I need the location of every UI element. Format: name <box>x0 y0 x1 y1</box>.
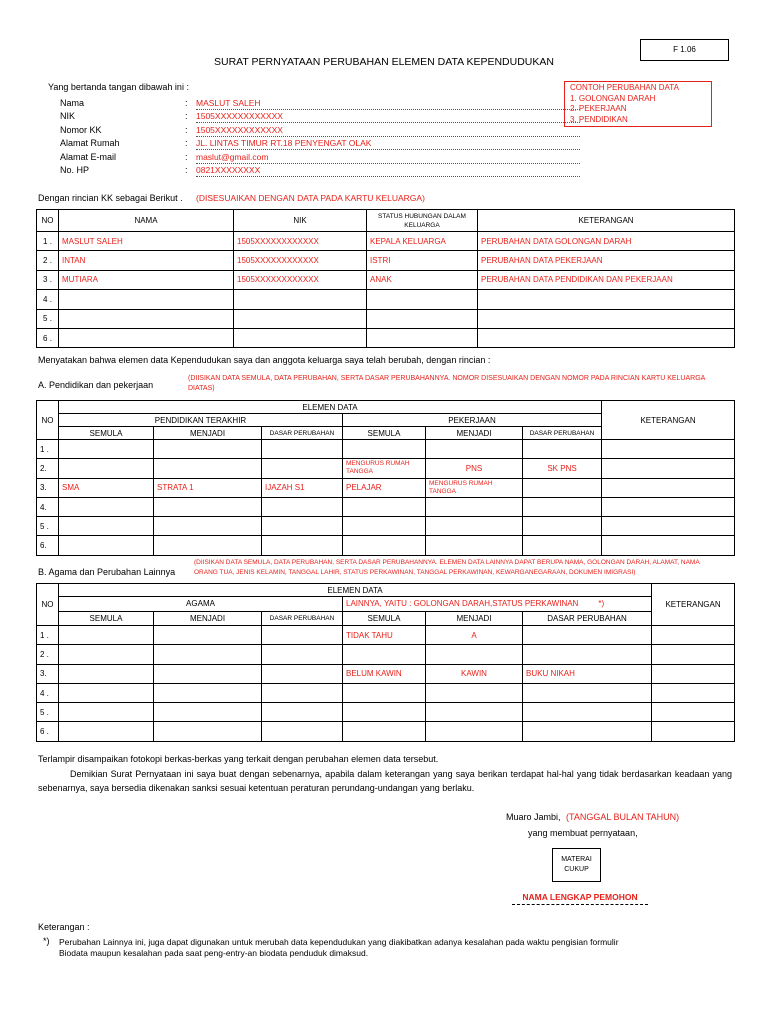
cell-ket[interactable] <box>652 664 735 683</box>
b-header-lainnya-text: LAINNYA, YAITU : GOLONGAN DARAH,STATUS PERKAWINAN <box>346 599 579 609</box>
cell[interactable] <box>262 459 343 478</box>
cell-ket[interactable] <box>652 703 735 722</box>
section-b-note: (DIISIKAN DATA SEMULA, DATA PERUBAHAN, SERTA DASAR PERUBAHANNYA. ELEMEN DATA LAINNYA DAPAT BERUPA NAMA, GOLONGAN DARAH, ALAMAT, NAMA ORANG TUA, JENIS KELAMIN, TANGGAL LAHIR, STATUS PERKAWINAN, TANGGAL PERKAWINAN, KEWARGANEGARAAN, DOKUMEN IMIGRASI) <box>194 559 700 576</box>
cell[interactable] <box>154 683 262 702</box>
cell[interactable] <box>154 626 262 645</box>
cell[interactable]: KAWIN <box>426 664 523 683</box>
b-header-star: *) <box>598 599 605 609</box>
cell[interactable] <box>154 497 262 516</box>
cell[interactable] <box>523 536 602 555</box>
cell-status[interactable] <box>367 328 478 347</box>
table-row <box>37 309 735 328</box>
row-no: 2 . <box>37 645 59 664</box>
kk-label: Dengan rincian KK sebagai Berikut . <box>38 193 183 203</box>
b-header-no: NO <box>37 584 59 626</box>
cell[interactable] <box>154 722 262 741</box>
cell-ket[interactable] <box>602 517 735 536</box>
cell[interactable] <box>59 517 154 536</box>
kk-note: (DISESUAIKAN DENGAN DATA PADA KARTU KELUARGA) <box>196 193 425 203</box>
a-header-semula: SEMULA <box>59 427 154 440</box>
row-no: 5 . <box>37 703 59 722</box>
cell-ket[interactable] <box>478 309 735 328</box>
b-header-lainnya <box>343 597 652 611</box>
table-row <box>37 703 735 722</box>
materai-box: MATERAI CUKUP <box>552 848 601 882</box>
example-item: 3. PENDIDIKAN <box>570 114 628 124</box>
cell-nik[interactable] <box>234 309 367 328</box>
b-header-menjadi: MENJADI <box>426 611 523 625</box>
a-header-dasar: DASAR PERUBAHAN <box>262 427 343 440</box>
cell[interactable]: PELAJAR <box>343 478 426 497</box>
identity-label: Alamat Rumah <box>60 138 120 148</box>
cell[interactable]: SK PNS <box>523 459 602 478</box>
section-b-table <box>36 583 735 742</box>
cell[interactable] <box>523 517 602 536</box>
cell[interactable] <box>262 497 343 516</box>
cell-ket[interactable] <box>652 722 735 741</box>
footnote-text-1: Perubahan Lainnya ini, juga dapat digunakan untuk merubah data kependudukan yang diakibatkan adanya kesalahan pada waktu pengisian formulir <box>59 937 619 947</box>
row-no: 3 . <box>37 270 59 289</box>
form-code-box: F 1.06 <box>640 39 729 61</box>
table-row <box>37 328 735 347</box>
cell[interactable] <box>262 626 343 645</box>
cell[interactable] <box>59 683 154 702</box>
row-no: 4. <box>37 497 59 516</box>
table-row <box>37 683 735 702</box>
a-header-pekerjaan: PEKERJAAN <box>343 414 602 427</box>
footnote-mark: *) <box>43 936 50 946</box>
cell[interactable] <box>426 683 523 702</box>
cell[interactable]: BELUM KAWIN <box>343 664 426 683</box>
a-header-pendidikan: PENDIDIKAN TERAKHIR <box>59 414 343 427</box>
b-header-dasar: DASAR PERUBAHAN <box>262 611 343 625</box>
table-row <box>37 626 735 645</box>
kk-header-ket: KETERANGAN <box>478 210 735 232</box>
table-row <box>37 459 735 478</box>
cell-ket[interactable] <box>602 478 735 497</box>
cell[interactable] <box>523 626 652 645</box>
intro-text: Yang bertanda tangan dibawah ini : <box>48 82 189 92</box>
cell[interactable] <box>154 459 262 478</box>
date-placeholder[interactable]: (TANGGAL BULAN TAHUN) <box>566 812 680 822</box>
cell[interactable] <box>154 664 262 683</box>
cell[interactable] <box>59 645 154 664</box>
kk-header-name: NAMA <box>59 210 234 232</box>
cell[interactable] <box>59 440 154 459</box>
cell[interactable] <box>59 722 154 741</box>
a-header-menjadi: MENJADI <box>154 427 262 440</box>
cell[interactable] <box>262 722 343 741</box>
cell[interactable] <box>426 440 523 459</box>
example-item: 2. PEKERJAAN <box>570 104 627 113</box>
b-header-elemen: ELEMEN DATA <box>59 584 652 597</box>
cell[interactable] <box>343 536 426 555</box>
kk-table <box>36 209 735 348</box>
section-a-note: (DIISIKAN DATA SEMULA, DATA PERUBAHAN, SERTA DASAR PERUBAHANNYA. NOMOR DISESUAIKAN DENGAN NOMOR PADA RINCIAN KARTU KELUARGA DIATAS) <box>188 375 705 392</box>
cell[interactable] <box>343 440 426 459</box>
example-change-box <box>564 81 712 127</box>
cell[interactable] <box>523 497 602 516</box>
cell-ket[interactable] <box>652 645 735 664</box>
a-header-ket: KETERANGAN <box>602 401 735 440</box>
cell[interactable] <box>262 645 343 664</box>
cell-ket[interactable]: PERUBAHAN DATA PENDIDIKAN DAN PEKERJAAN <box>478 270 735 289</box>
cell[interactable] <box>426 536 523 555</box>
cell[interactable] <box>154 703 262 722</box>
row-no: 3. <box>37 664 59 683</box>
cell-ket[interactable] <box>602 440 735 459</box>
signer-text: yang membuat pernyataan, <box>528 828 638 838</box>
cell[interactable]: A <box>426 626 523 645</box>
identity-value[interactable]: MASLUT SALEH <box>196 98 580 110</box>
closing-text: Demikian Surat Pernyataan ini saya buat dengan sebenarnya, apabila dalam keterangan yang saya berikan terdapat hal-hal yang tidak berdasarkan keadaan yang sebenarnya, saya bersedia dikenakan sanksi sesuai ketentuan peraturan perundang-undangan yang berlaku. <box>38 769 732 793</box>
row-no: 4 . <box>37 290 59 309</box>
cell-ket[interactable] <box>602 459 735 478</box>
cell[interactable] <box>154 536 262 555</box>
cell[interactable] <box>59 459 154 478</box>
cell[interactable] <box>262 683 343 702</box>
a-header-semula: SEMULA <box>343 427 426 440</box>
cell[interactable]: BUKU NIKAH <box>523 664 652 683</box>
applicant-name-placeholder[interactable]: NAMA LENGKAP PEMOHON <box>512 892 648 905</box>
b-header-agama: AGAMA <box>59 597 343 611</box>
cell[interactable] <box>59 626 154 645</box>
row-no: 6 . <box>37 328 59 347</box>
cell[interactable] <box>343 497 426 516</box>
cell[interactable]: TIDAK TAHU <box>343 626 426 645</box>
row-no: 1 . <box>37 232 59 251</box>
cell[interactable]: MENGURUS RUMAH TANGGA <box>426 478 523 497</box>
cell-nik[interactable] <box>234 328 367 347</box>
example-item: 1. GOLONGAN DARAH <box>570 93 656 103</box>
table-row <box>37 290 735 309</box>
section-a-label: A. Pendidikan dan pekerjaan <box>38 380 154 390</box>
cell[interactable] <box>343 517 426 536</box>
identity-value[interactable]: 1505XXXXXXXXXXXX <box>196 125 580 137</box>
row-no: 3. <box>37 478 59 497</box>
cell[interactable] <box>523 440 602 459</box>
cell-ket[interactable] <box>602 536 735 555</box>
cell-status[interactable] <box>367 290 478 309</box>
a-header-elemen: ELEMEN DATA <box>59 401 602 414</box>
cell-ket[interactable]: PERUBAHAN DATA PEKERJAAN <box>478 251 735 270</box>
cell[interactable] <box>523 683 652 702</box>
cell[interactable] <box>523 722 652 741</box>
cell[interactable] <box>59 497 154 516</box>
cell-nama[interactable]: MASLUT SALEH <box>59 232 234 251</box>
cell[interactable] <box>59 664 154 683</box>
cell-status[interactable] <box>367 309 478 328</box>
cell[interactable] <box>154 645 262 664</box>
cell[interactable] <box>343 722 426 741</box>
identity-value[interactable]: 0821XXXXXXXX <box>196 165 580 177</box>
table-row <box>37 440 735 459</box>
b-header-ket: KETERANGAN <box>652 584 735 626</box>
row-no: 2 . <box>37 251 59 270</box>
a-header-no: NO <box>37 401 59 440</box>
section-b-label: B. Agama dan Perubahan Lainnya <box>38 567 176 577</box>
cell-nama[interactable]: MUTIARA <box>59 270 234 289</box>
cell-status[interactable]: ISTRI <box>367 251 478 270</box>
b-header-semula: SEMULA <box>343 611 426 625</box>
cell[interactable] <box>59 536 154 555</box>
b-header-menjadi: MENJADI <box>154 611 262 625</box>
cell[interactable] <box>426 645 523 664</box>
cell[interactable] <box>523 703 652 722</box>
row-no: 6. <box>37 536 59 555</box>
cell-nik[interactable]: 1505XXXXXXXXXXXX <box>234 270 367 289</box>
table-row <box>37 664 735 683</box>
statement-text: Menyatakan bahwa elemen data Kependudukan saya dan anggota keluarga saya telah berubah, dengan rincian : <box>38 355 491 365</box>
cell[interactable] <box>343 683 426 702</box>
table-row <box>37 270 735 289</box>
row-no: 4 . <box>37 683 59 702</box>
cell-nik[interactable]: 1505XXXXXXXXXXXX <box>234 232 367 251</box>
cell[interactable]: IJAZAH S1 <box>262 478 343 497</box>
row-no: 1 . <box>37 440 59 459</box>
a-header-dasar: DASAR PERUBAHAN <box>523 427 602 440</box>
footnote-label: Keterangan : <box>38 922 90 932</box>
cell[interactable] <box>262 703 343 722</box>
cell[interactable] <box>426 517 523 536</box>
cell-ket[interactable] <box>652 626 735 645</box>
identity-label: NIK <box>60 111 76 121</box>
cell[interactable] <box>523 478 602 497</box>
table-row <box>37 478 735 497</box>
cell[interactable] <box>154 517 262 536</box>
identity-label: No. HP <box>60 165 90 175</box>
place-text: Muaro Jambi, <box>506 812 561 822</box>
row-no: 2. <box>37 459 59 478</box>
table-row <box>37 722 735 741</box>
table-row <box>37 645 735 664</box>
row-no: 5 . <box>37 309 59 328</box>
cell[interactable]: SMA <box>59 478 154 497</box>
table-row <box>37 517 735 536</box>
identity-value[interactable]: maslut@gmail.com <box>196 152 580 164</box>
b-header-semula: SEMULA <box>59 611 154 625</box>
cell-nama[interactable] <box>59 309 234 328</box>
kk-header-no: NO <box>37 210 59 232</box>
table-row <box>37 251 735 270</box>
example-heading: CONTOH PERUBAHAN DATA <box>570 83 679 92</box>
cell-ket[interactable] <box>478 290 735 309</box>
cell[interactable] <box>426 497 523 516</box>
cell[interactable]: MENGURUS RUMAH TANGGA <box>343 459 426 478</box>
cell[interactable] <box>59 703 154 722</box>
cell[interactable] <box>426 703 523 722</box>
document-title: SURAT PERNYATAAN PERUBAHAN ELEMEN DATA KEPENDUDUKAN <box>214 56 554 68</box>
cell-nama[interactable] <box>59 290 234 309</box>
kk-header-nik: NIK <box>234 210 367 232</box>
row-no: 6 . <box>37 722 59 741</box>
identity-value[interactable]: 1505XXXXXXXXXXXX <box>196 111 580 123</box>
cell-nik[interactable]: 1505XXXXXXXXXXXX <box>234 251 367 270</box>
cell[interactable] <box>262 440 343 459</box>
cell-status[interactable]: KEPALA KELUARGA <box>367 232 478 251</box>
cell[interactable] <box>262 536 343 555</box>
table-row <box>37 497 735 516</box>
cell-nama[interactable]: INTAN <box>59 251 234 270</box>
kk-header-status: STATUS HUBUNGAN DALAM KELUARGA <box>367 210 478 232</box>
cell[interactable] <box>262 517 343 536</box>
cell[interactable] <box>154 440 262 459</box>
b-header-dasar: DASAR PERUBAHAN <box>523 611 652 625</box>
cell[interactable] <box>343 703 426 722</box>
cell-ket[interactable] <box>602 497 735 516</box>
a-header-menjadi: MENJADI <box>426 427 523 440</box>
cell-nik[interactable] <box>234 290 367 309</box>
row-no: 5 . <box>37 517 59 536</box>
cell[interactable]: STRATA 1 <box>154 478 262 497</box>
cell[interactable] <box>523 645 652 664</box>
table-row <box>37 232 735 251</box>
identity-value[interactable]: JL. LINTAS TIMUR RT.18 PENYENGAT OLAK <box>196 138 580 150</box>
attach-text: Terlampir disampaikan fotokopi berkas-berkas yang terkait dengan perubahan elemen data tersebut. <box>38 754 439 764</box>
cell-status[interactable]: ANAK <box>367 270 478 289</box>
cell-ket[interactable]: PERUBAHAN DATA GOLONGAN DARAH <box>478 232 735 251</box>
cell-nama[interactable] <box>59 328 234 347</box>
identity-label: Alamat E-mail <box>60 152 117 162</box>
cell[interactable] <box>343 645 426 664</box>
cell-ket[interactable] <box>478 328 735 347</box>
cell[interactable]: PNS <box>426 459 523 478</box>
identity-label: Nomor KK <box>60 125 102 135</box>
table-row <box>37 536 735 555</box>
cell[interactable] <box>426 722 523 741</box>
footnote-text-2: Biodata maupun kesalahan pada saat peng-entry-an biodata penduduk dimaksud. <box>59 948 369 958</box>
row-no: 1 . <box>37 626 59 645</box>
document-page: F 1.06 SURAT PERNYATAAN PERUBAHAN ELEMEN DATA KEPENDUDUKAN CONTOH PERUBAHAN DATA 1. GOLONGAN DARAH 2. PEKERJAAN 3. PENDIDIKAN Yang bertanda tangan dibawah ini : Nama : MASLUT SALEH NIK : 1505XXXXXXXXXXXX Nomor KK : 1505XXXXXXXXXXXX Alamat Rumah : JL. LINTAS TIMUR RT.18 PENYENGAT OLAK Alamat E-mail : maslut@gmail.com No. HP : 0821XXXXXXXX Dengan rincian KK sebagai Berikut . (DISESUAIKAN DENGAN DATA PADA KARTU KELUARGA) NO NAMA NIK STATUS HUBUNGAN DALAM KELUARGA KETERANGAN 1 . MASLUT SALEH 1505XXXXXXXXXXXX KEPALA KELUARGA PERUBAHAN DATA GOLONGAN DARAH 2 . INTAN 1505XXXXXXXXXXXX ISTRI PERUBAHAN DATA PEKERJAAN 3 . MUTIARA 1505XXXXXXXXXXXX ANAK PERUBAHAN DATA PENDIDIKAN DAN PEKERJAAN 4 . 5 . 6 . Menyatakan bahwa elemen data Kependudukan saya dan anggota keluarga saya telah berubah, dengan rincian : A. Pendidikan dan pekerjaan (DIISIKAN DATA SEMULA, DATA PERUBAHAN, SERTA DASAR PERUBAHANNYA. NOMOR DISESUAIKAN DENGAN NOMOR PADA RINCIAN KARTU KELUARGA DIATAS) NO ELEMEN DATA KETERANGAN PENDIDIKAN TERAKHIR PEKERJAAN SEMULA MENJADI DASAR PERUBAHAN SEMULA MENJADI DASAR PERUBAHAN 1 . 2. MENGURUS RUMAH TANGGA PNS SK PNS 3. SMA STRATA 1 IJAZAH S1 PELAJAR MENGURUS RUMAH TANGGA 4. 5 . 6. B. Agama dan Perubahan Lainnya (DIISIKAN DATA SEMULA, DATA PERUBAHAN, SERTA DASAR PERUBAHANNYA. ELEMEN DATA LAINNYA DAPAT BERUPA NAMA, GOLONGAN DARAH, ALAMAT, NAMA ORANG TUA, JENIS KELAMIN, TANGGAL LAHIR, STATUS PERKAWINAN, TANGGAL PERKAWINAN, KEWARGANEGARAAN, DOKUMEN IMIGRASI) NO ELEMEN DATA KETERANGAN AGAMA LAINNYA, YAITU : GOLONGAN DARAH,STATUS PERKAWINAN *) SEMULA MENJADI DASAR PERUBAHAN SEMULA MENJADI DASAR PERUBAHAN 1 . TIDAK TAHU A 2 . 3. BELUM KAWIN KAWIN BUKU NIKAH 4 . 5 . 6 . Terlampir disampaikan fotokopi berkas-berkas yang terkait dengan perubahan elemen data tersebut. Demikian Surat Pernyataan ini saya buat dengan sebenarnya, apabila dalam keterangan yang saya berikan terdapat hal-hal yang tidak berdasarkan keadaan yang sebenarnya, saya bersedia dikenakan sanksi sesuai ketentuan peraturan perundang-undangan yang berlaku. Muaro Jambi, (TANGGAL BULAN TAHUN) yang membuat pernyataan, MATERAI CUKUP NAMA LENGKAP PEMOHON Keterangan : *) Perubahan Lainnya ini, juga dapat digunakan untuk merubah data kependudukan yang diakibatkan adanya kesalahan pada waktu pengisian formulir Biodata maupun kesalahan pada saat peng-entry-an biodata penduduk dimaksud. <box>0 0 768 1024</box>
cell-ket[interactable] <box>652 683 735 702</box>
cell[interactable] <box>262 664 343 683</box>
section-a-table <box>36 400 735 556</box>
identity-label: Nama <box>60 98 85 108</box>
